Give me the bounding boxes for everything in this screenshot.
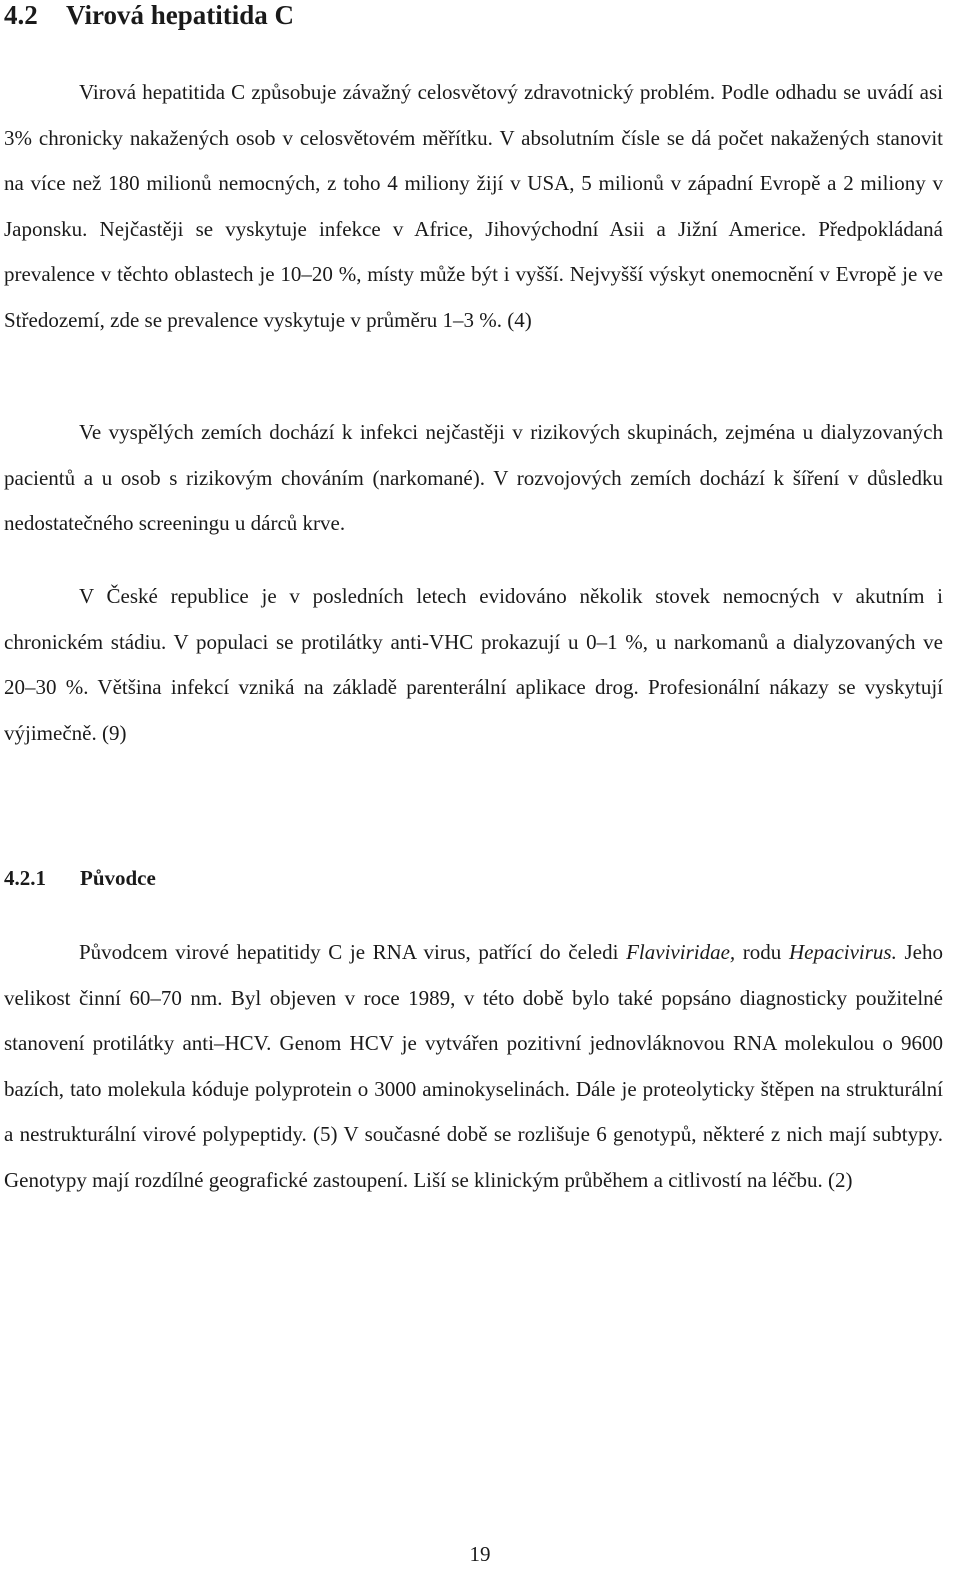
section-title: Virová hepatitida C (66, 0, 295, 30)
paragraph-czech-republic: V České republice je v posledních letech evidováno několik stovek nemocných v akutním i chronickém stádiu. V populaci se protilátky anti-VHC prokazují u 0–1 %, u narkomanů a dialyzovaných ve 20–30 %. Většina infekcí vzniká na základě parenterální aplikace drog. Profesionální nákazy se vyskytují výjimečně. (9) (4, 584, 943, 745)
page-number: 19 (469, 1542, 491, 1566)
pathogen-text-2: rodu (735, 940, 789, 964)
family-name: Flaviviridae, (626, 940, 736, 964)
paragraph-risk-groups: Ve vyspělých zemích dochází k infekci nejčastěji v rizikových skupinách, zejména u dialyzovaných pacientů a u osob s rizikovým chováním (narkomané). V rozvojových zemích dochází k šíření v důsledku nedostatečného screeningu u dárců krve. (4, 420, 943, 535)
paragraph-pathogen (4, 930, 943, 1203)
section-number: 4.2 (4, 0, 38, 30)
pathogen-text-3: Jeho velikost činní 60–70 nm. Byl objeven v roce 1989, v této době bylo také popsáno diagnosticky použitelné stanovení protilátky anti–HCV. Genom HCV je vytvářen pozitivní jednovláknovou RNA molekulou o 9600 bazích, tato molekula kóduje polyprotein o 3000 aminokyselinách. Dále je proteolyticky štěpen na strukturální a nestrukturální virové polypeptidy. (5) V současné době se rozlišuje 6 genotypů, některé z nich mají subtypy. Genotypy mají rozdílné geografické zastoupení. Liší se klinickým průběhem a citlivostí na léčbu. (2) (4, 940, 943, 1192)
subsection-number: 4.2.1 (4, 866, 46, 890)
section-heading (4, 0, 294, 31)
genus-name: Hepacivirus. (788, 940, 897, 964)
pathogen-text-1: Původcem virové hepatitidy C je RNA virus, patřící do čeledi (79, 940, 627, 964)
paragraph-prevalence: Virová hepatitida C způsobuje závažný celosvětový zdravotnický problém. Podle odhadu se uvádí asi 3% chronicky nakažených osob v celosvětovém měřítku. V absolutním čísle se dá počet nakažených stanovit na více než 180 milionů nemocných, z toho 4 miliony žijí v USA, 5 milionů v západní Evropě a 2 miliony v Japonsku. Nejčastěji se vyskytuje infekce v Africe, Jihovýchodní Asii a Jižní Americe. Předpokládaná prevalence v těchto oblastech je 10–20 %, místy může být i vyšší. Nejvyšší výskyt onemocnění v Evropě je ve Středozemí, zde se prevalence vyskytuje v průměru 1–3 %. (4) (4, 80, 943, 332)
subsection-heading (4, 866, 156, 891)
subsection-title: Původce (80, 866, 156, 890)
